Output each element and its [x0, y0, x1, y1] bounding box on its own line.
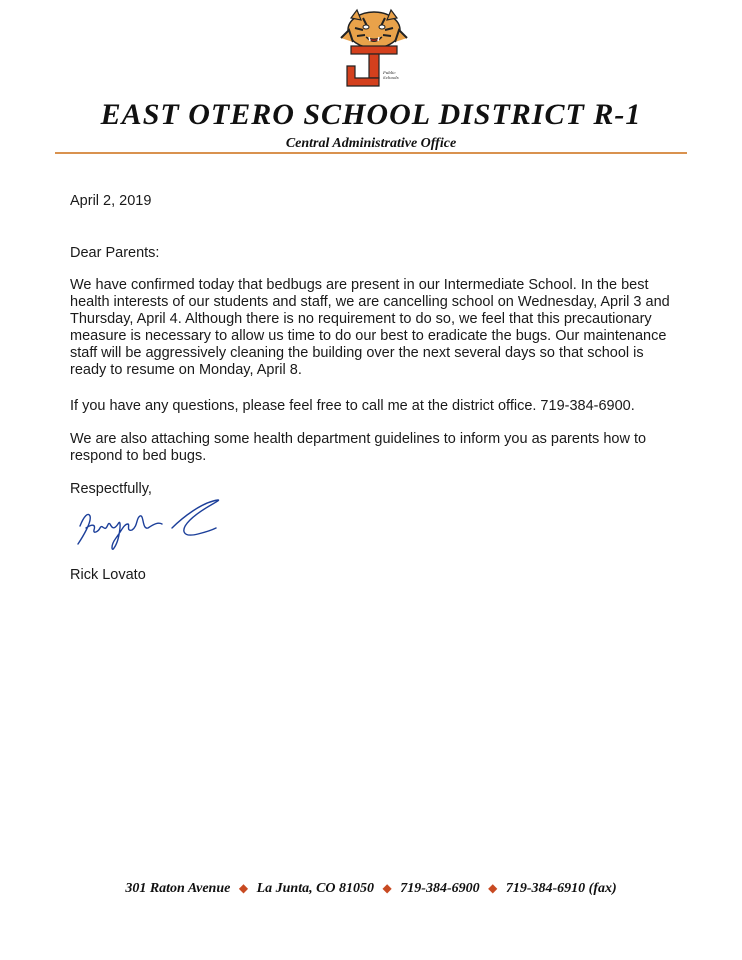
footer-contact: [0, 881, 742, 897]
footer-fax: 719-384-6910 (fax): [505, 881, 617, 896]
letter-date: April 2, 2019: [70, 193, 152, 209]
footer-address: 301 Raton Avenue: [125, 881, 231, 896]
office-name: Central Administrative Office: [285, 136, 457, 151]
diamond-icon: ◆: [488, 881, 498, 895]
tiger-icon: [341, 10, 407, 48]
paragraph-announcement: We have confirmed today that bedbugs are present in our Intermediate School. In the best health interests of our students and staff, we are cancelling school on Wednesday, April 3 and Thursday, April 4. Although there is no requirement to do so, we feel that this precautionary measure is necessary to allow us time to do our best to eradicate the bugs. Our maintenance staff will be aggressively cleaning the building over the next several days so that school is ready to resume on Monday, April 8.: [70, 277, 670, 378]
footer-city: La Junta, CO 81050: [256, 881, 375, 896]
paragraph-guidelines: We are also attaching some health department guidelines to inform you as parents how to respond to bed bugs.: [70, 431, 647, 464]
closing: Respectfully,: [70, 481, 152, 497]
svg-text:Schools: Schools: [383, 75, 399, 80]
diamond-icon: ◆: [382, 881, 392, 895]
paragraph-contact: If you have any questions, please feel free to call me at the district office. 719-384-6900.: [70, 398, 635, 414]
diamond-icon: ◆: [238, 881, 249, 895]
district-logo: [333, 8, 415, 90]
letter-j-icon: [347, 46, 397, 86]
header-divider: [55, 152, 687, 154]
svg-text:Public: Public: [383, 70, 396, 75]
salutation: Dear Parents:: [70, 245, 160, 261]
district-name: EAST OTERO SCHOOL DISTRICT R-1: [100, 98, 642, 131]
signer-name: Rick Lovato: [70, 567, 146, 583]
footer-phone: 719-384-6900: [400, 881, 480, 896]
signature-icon: [72, 494, 222, 554]
